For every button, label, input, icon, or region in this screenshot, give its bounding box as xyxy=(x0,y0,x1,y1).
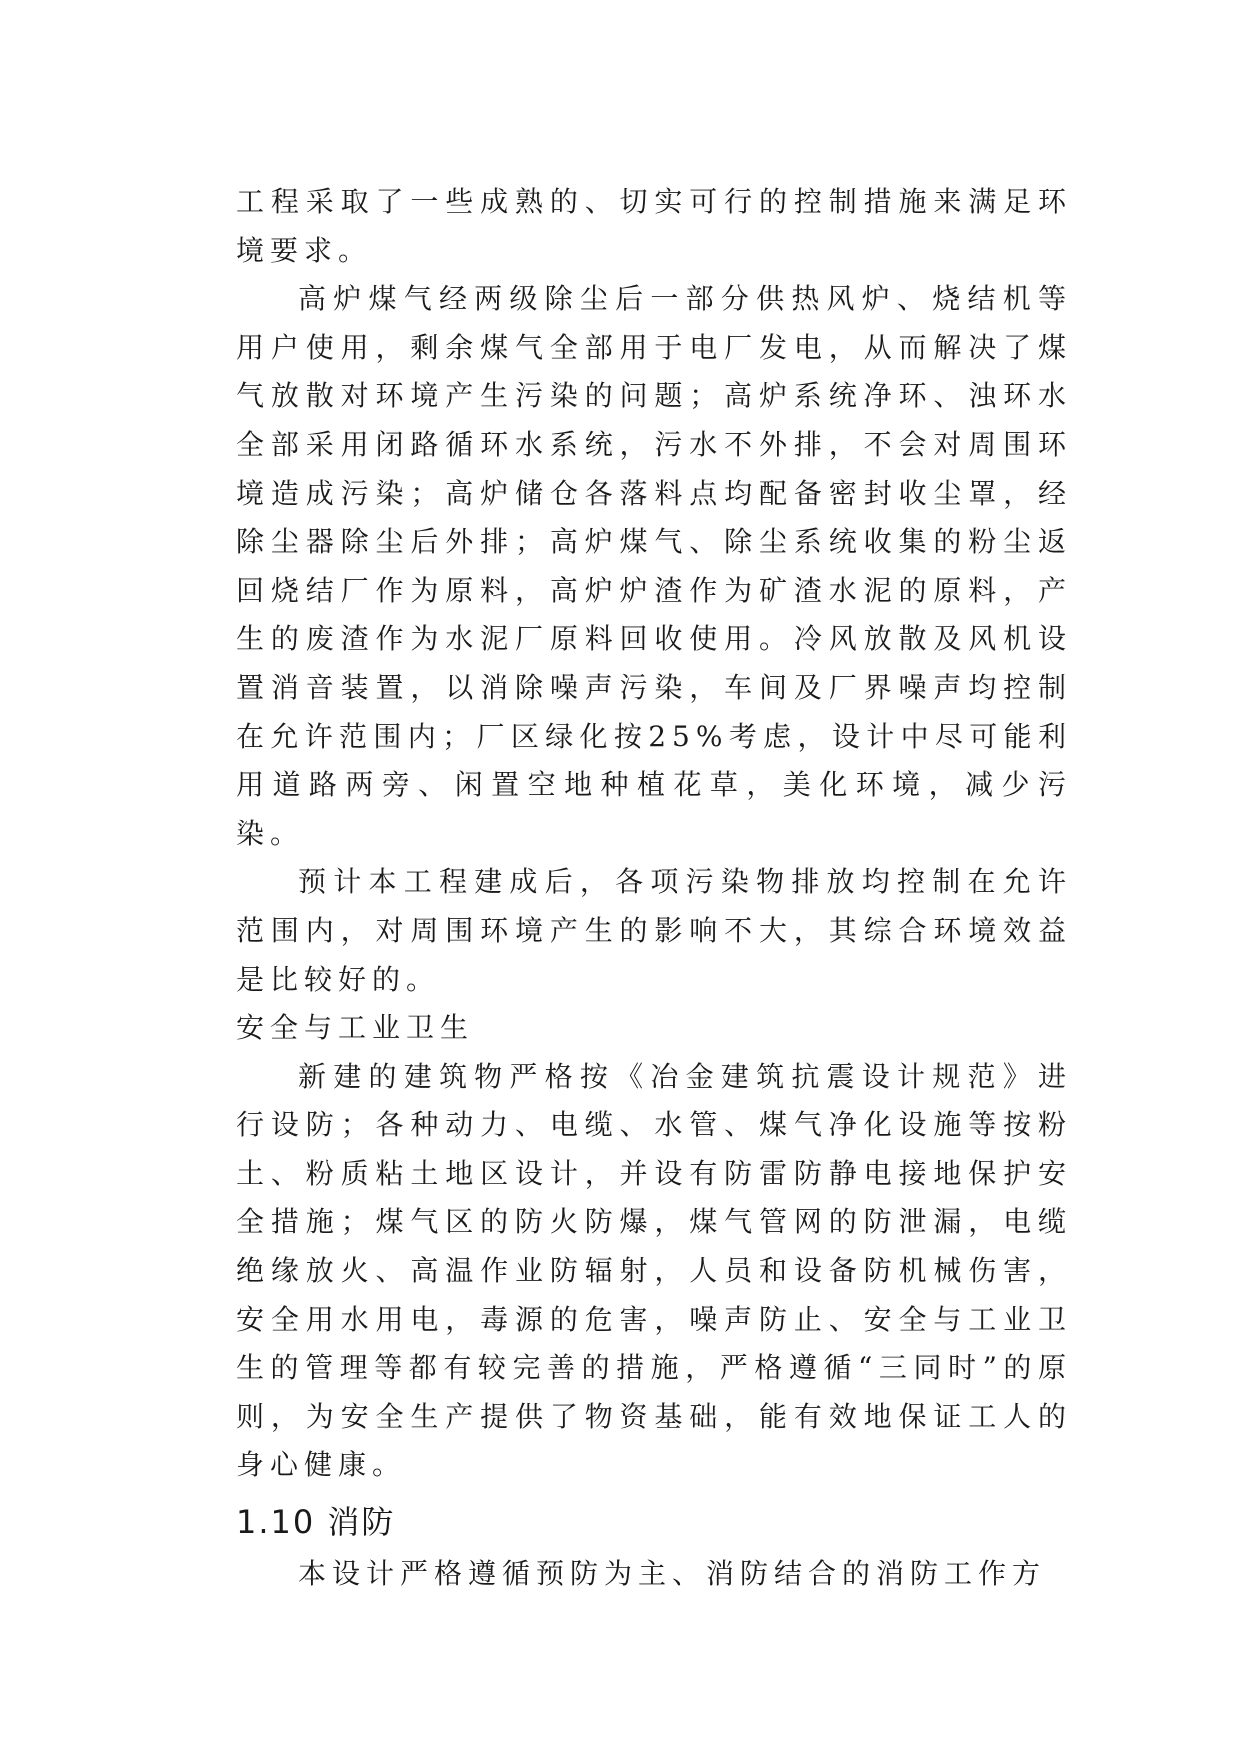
environment-measures-paragraph: 高炉煤气经两级除尘后一部分供热风炉、烧结机等用户使用，剩余煤气全部用于电厂发电，从而解决了煤气放散对环境产生污染的问题；高炉系统净环、浊环水全部采用闭路循环水系统，污水不外排，不会对周围环境造成污染；高炉储仓各落料点均配备密封收尘罩，经除尘器除尘后外排；高炉煤气、除尘系统收集的粉尘返回烧结厂作为原料，高炉炉渣作为矿渣水泥的原料，产生的废渣作为水泥厂原料回收使用。冷风放散及风机设置消音装置，以消除噪声污染，车间及厂界噪声均控制在允许范围内；厂区绿化按25%考虑，设计中尽可能利用道路两旁、闲置空地种植花草，美化环境，减少污染。 xyxy=(236,282,1072,850)
document-page xyxy=(236,178,1072,1599)
safety-subheading: 安全与工业卫生 xyxy=(236,1011,475,1045)
environment-conclusion-paragraph: 预计本工程建成后，各项污染物排放均控制在允许范围内，对周围环境产生的影响不大，其综合环境效益是比较好的。 xyxy=(236,865,1072,996)
fire-paragraph: 本设计严格遵循预防为主、消防结合的消防工作方 xyxy=(298,1557,1047,1591)
safety-paragraph: 新建的建筑物严格按《冶金建筑抗震设计规范》进行设防；各种动力、电缆、水管、煤气净化设施等按粉土、粉质粘土地区设计，并设有防雷防静电接地保护安全措施；煤气区的防火防爆，煤气管网的防泄漏，电缆绝缘放火、高温作业防辐射，人员和设备防机械伤害，安全用水用电，毒源的危害，噪声防止、安全与工业卫生的管理等都有较完善的措施，严格遵循“三同时”的原则，为安全生产提供了物资基础，能有效地保证工人的身心健康。 xyxy=(236,1059,1072,1482)
continuation-paragraph: 工程采取了一些成熟的、切实可行的控制措施来满足环境要求。 xyxy=(236,185,1072,267)
fire-section-heading: 1.10 消防 xyxy=(236,1503,396,1542)
